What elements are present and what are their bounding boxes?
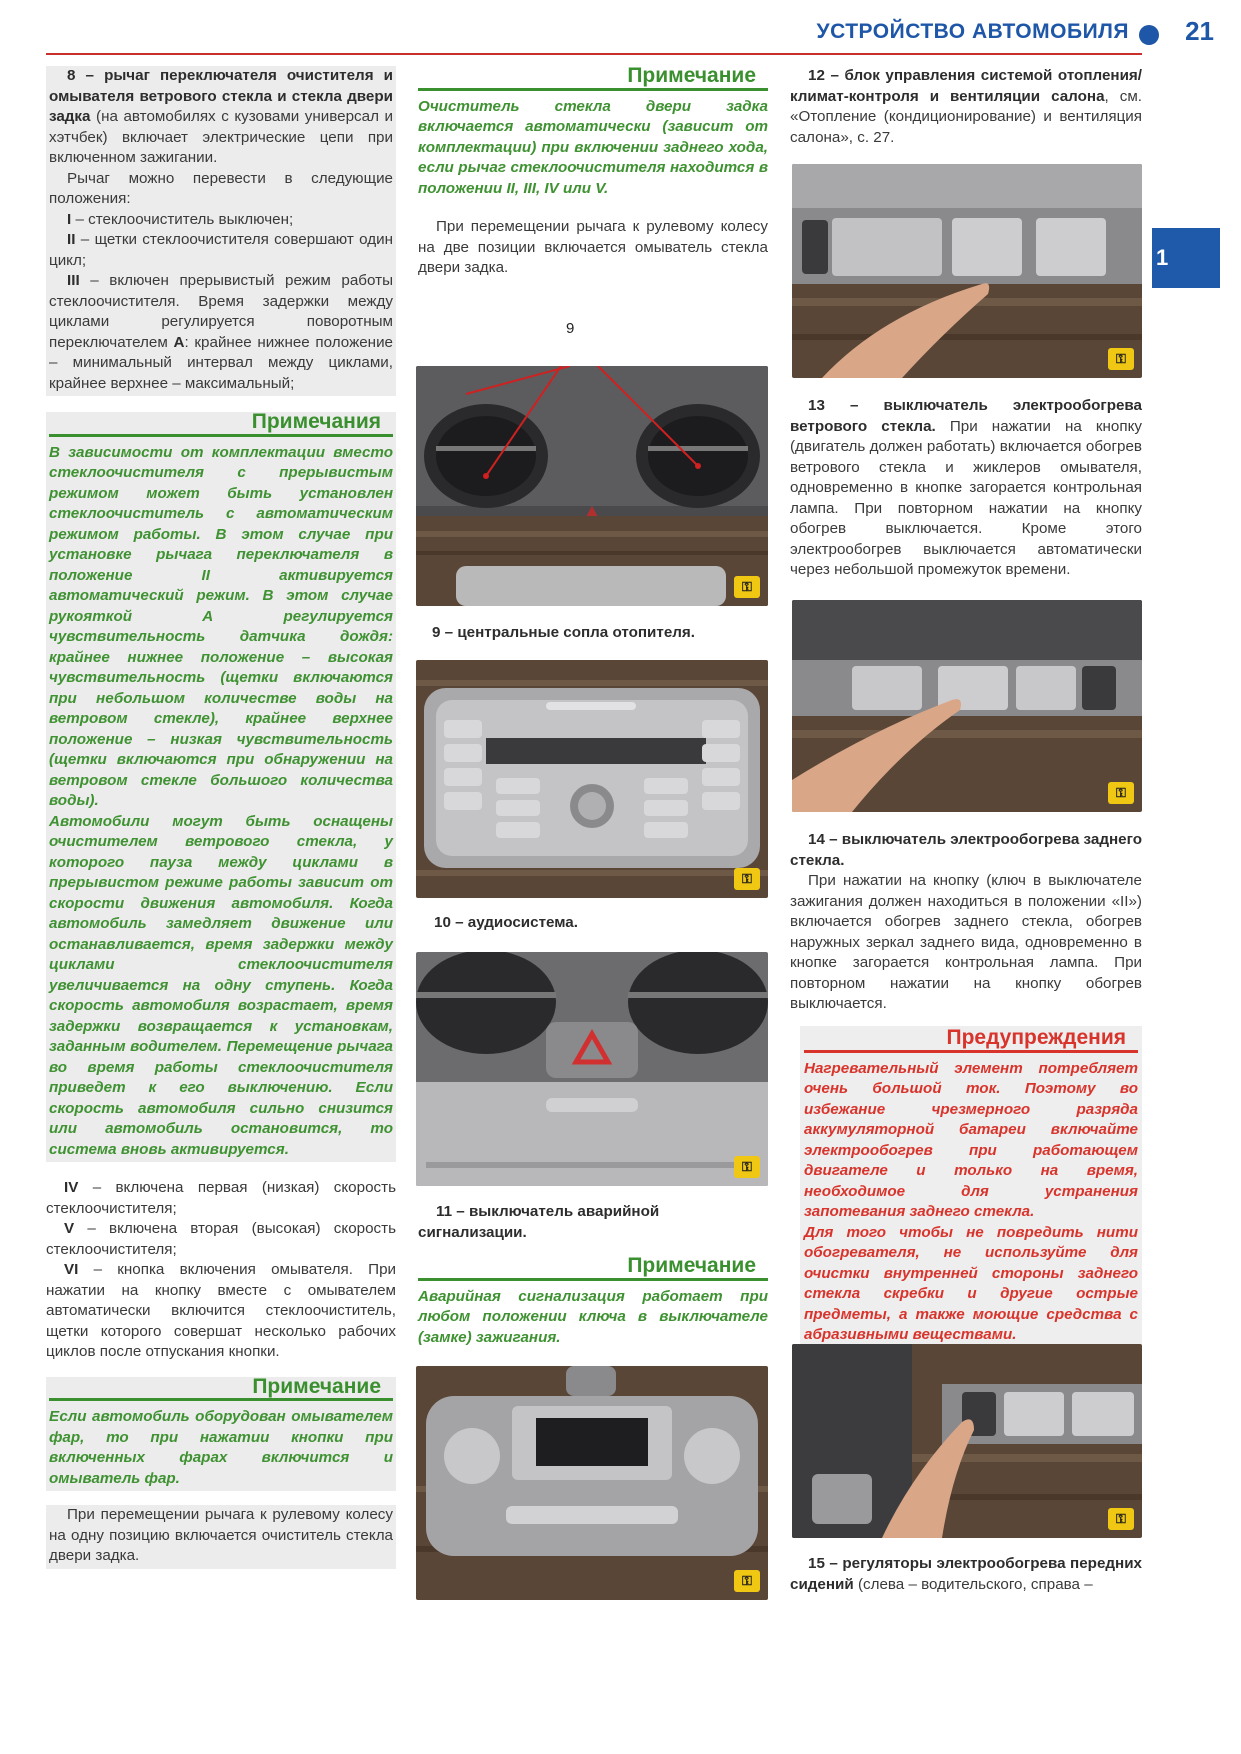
photo-hazard-switch [416,952,768,1186]
wiper-positions-block [46,66,396,396]
position-1-label: I [67,210,72,228]
caption-11: 11 – выключатель аварийной сигнализации. [418,1203,660,1241]
car-key-icon: ⚿ [1108,782,1134,804]
item-12-text: , см. «Отопление (кондиционирование) и вентиляция салона», с. 27. [790,87,1142,146]
car-key-icon: ⚿ [734,868,760,890]
position-6-label: VI [64,1261,79,1278]
note-2-text: Если автомобиль оборудован омывателем фар, то при нажатии кнопки при включенных фарах включится и омыватель фар. [49,1408,393,1487]
item-13 [790,396,1142,581]
car-key-icon: ⚿ [734,576,760,598]
car-key-icon: ⚿ [734,1570,760,1592]
running-header-title: УСТРОЙСТВО АВТОМОБИЛЯ [816,20,1129,43]
position-5-text: – включена вторая (высокая) скорость стеклоочистителя; [46,1220,396,1258]
item-13-text: При нажатии на кнопку (двигатель должен работать) включается обогрев ветрового стекла и жиклеров омывателя, одновременно в кнопке загорается контрольная лампа. При повторном нажатии на кнопку обогрев выключается. Кроме этого электрообогрев выключается автоматически через небольшой промежуток времени. [790,417,1142,578]
position-2-text: – щетки стеклоочистителя совершают один цикл; [49,231,393,269]
position-2 [49,230,393,271]
wiper-speeds-block [46,1178,396,1363]
rear-wiper-paragraph: При перемещении рычага к рулевому колесу на одну позицию включается очиститель стекла двери задка. [46,1505,396,1569]
note-4-rule [418,1278,768,1281]
warning-2: Для того чтобы не повредить нити обогревателя, не используйте для очистки внутренней стороны заднего стекла скребки и другие острые предметы, а также моющие средства с абразивными веществами. [804,1223,1138,1343]
note-1-heading: Примечания [251,410,381,433]
warning-1: Нагревательный элемент потребляет очень большой ток. Поэтому во избежание чрезмерного разряда аккумуляторной батареи включайте электрообогрев при работающем двигателе и только на время, необходимое для устранения запотевания заднего стекла. [804,1059,1138,1220]
item-15-text: (слева – водительского, справа – [853,1575,1093,1593]
column-right [790,66,1142,148]
note-1-rule [49,434,393,437]
photo-seat-heater-controls [792,1344,1142,1538]
item-15-title: 15 – регуляторы электрообогрева передних сидений [790,1555,1142,1593]
position-4-text: – включена первая (низкая) скорость стеклоочистителя; [46,1179,396,1217]
warnings-rule [804,1050,1138,1053]
warnings-heading: Предупреждения [946,1026,1126,1049]
position-4 [46,1178,396,1219]
car-key-icon: ⚿ [1108,348,1134,370]
rear-washer-paragraph: При перемещении рычага к рулевому колесу на две позиции включается омыватель стекла двери задка. [418,218,768,276]
positions-intro: Рычаг можно перевести в следующие положения: [49,169,393,207]
item-13-title: 13 – выключатель электрообогрева ветрового стекла. [790,397,1142,435]
note-2-rule [49,1398,393,1401]
position-1 [49,210,393,231]
note-2 [46,1374,396,1492]
position-3-text-b: : крайнее нижнее положение – минимальный интервал между циклами, крайнее верхнее – максимальный; [49,333,393,392]
note-1-paragraph-1: В зависимости от комплектации вместо стеклоочистителя с прерывистым режимом может быть установлен стеклоочиститель с автоматическим режимом работы. В этом случае при установке рычага переключателя в положение II активируется автоматический режим. В этом случае рукояткой А регулируется чувствительность датчика дождя: крайнее нижнее положение – высокая чувствительность (щетки включаются при небольшом количестве воды на ветровом стекле), крайнее верхнее положение – низкая чувствительность (щетки включаются при обнаружении на ветровом стекле большого количества воды). [49,443,393,809]
note-2-heading: Примечание [252,1374,381,1398]
chapter-tab-label: 1 [1156,245,1169,270]
note-3-text: Очиститель стекла двери задка включается автоматически (зависит от комплектации) при включении заднего хода, если рычаг стеклоочистителя находится в положении II, III, IV или V. [418,97,768,197]
note-3-heading: Примечание [627,64,756,87]
item-8-text: (на автомобилях с кузовами универсал и хэтчбек) включает электрические цепи при включенном зажигании. [49,108,393,166]
page-number: 21 [1185,16,1214,46]
warnings [800,1026,1142,1348]
car-key-icon: ⚿ [734,1156,760,1178]
caption-10: 10 – аудиосистема. [434,914,578,931]
position-3-knob-letter: А [173,333,185,351]
note-4-text: Аварийная сигнализация работает при любом положении ключа в выключателе (замке) зажигания. [418,1287,768,1346]
item-15-paragraph [790,1554,1142,1595]
position-6-text: – кнопка включения омывателя. При нажатии на кнопку вместе с омывателем автоматически включится стеклоочиститель, щетки которого совершат несколько рабочих циклов после отпускания кнопки. [46,1261,396,1360]
car-key-icon: ⚿ [1108,1508,1134,1530]
photo-central-vents [416,366,768,606]
photo-audio-system [416,660,768,898]
note-1 [46,412,396,1162]
photo-rear-window-heater-button [792,600,1142,812]
item-14-title-paragraph [790,830,1142,871]
position-5-label: V [64,1220,75,1237]
header-bullet-icon [1139,25,1159,45]
position-3-label: III [67,272,80,289]
item-12-title: 12 – блок управления системой отопления/климат-контроля и вентиляции салона [790,67,1142,105]
item-8-title: 8 – рычаг переключателя очистителя и омывателя ветрового стекла и стекла двери задка [49,67,393,125]
photo-windshield-heater-button [792,164,1142,378]
item-12 [790,66,1142,148]
item-13-paragraph [790,396,1142,581]
note-3-rule [418,88,768,91]
position-5 [46,1219,396,1260]
position-6 [46,1260,396,1363]
note-4 [418,1256,768,1348]
item-8 [49,66,393,169]
column-middle [418,66,768,279]
photo-climate-control [416,1366,768,1600]
item-14-title: 14 – выключатель электрообогрева заднего стекла. [790,831,1143,869]
position-3-text-a: – включен прерывистый режим работы стеклоочистителя. Время задержки между циклами регулируется поворотным переключателем [49,272,393,351]
header-rule [46,53,1142,55]
callout-9: 9 [566,320,575,337]
note-4-heading: Примечание [627,1254,756,1277]
column-left [46,66,396,1569]
position-1-text: – стеклоочиститель выключен; [71,210,294,228]
item-14-text: При нажатии на кнопку (ключ в выключателе зажигания должен находиться в положении «II») включается обогрев заднего стекла, обогрев наружных зеркал заднего вида, одновременно в кнопке загорается контрольная лампа. При повторном нажатии на кнопку обогрев выключается. [790,872,1142,1012]
chapter-tab[interactable] [1152,228,1220,288]
item-14 [790,830,1142,1015]
position-3 [49,271,393,394]
position-4-label: IV [64,1179,79,1196]
caption-9: 9 – центральные сопла отопителя. [432,624,695,641]
item-15 [790,1554,1142,1595]
note-1-paragraph-2: Автомобили могут быть оснащены очистителем ветрового стекла, у которого пауза между циклами в прерывистом режиме работы зависит от скорости движения автомобиля. Когда автомобиль замедляет движение или останавливается, время задержки между циклами стеклоочистителя увеличивается на одну ступень. Когда скорость автомобиля возрастает, время задержки возвращается к установкам, заданным водителем. Перемещение рычага во время работы стеклоочистителя приведет к его выключению. Если скорость автомобиля сильно снизится или автомобиль остановится, то система вновь активируется. [49,812,393,1158]
position-2-label: II [67,231,76,248]
note-3 [418,66,768,199]
